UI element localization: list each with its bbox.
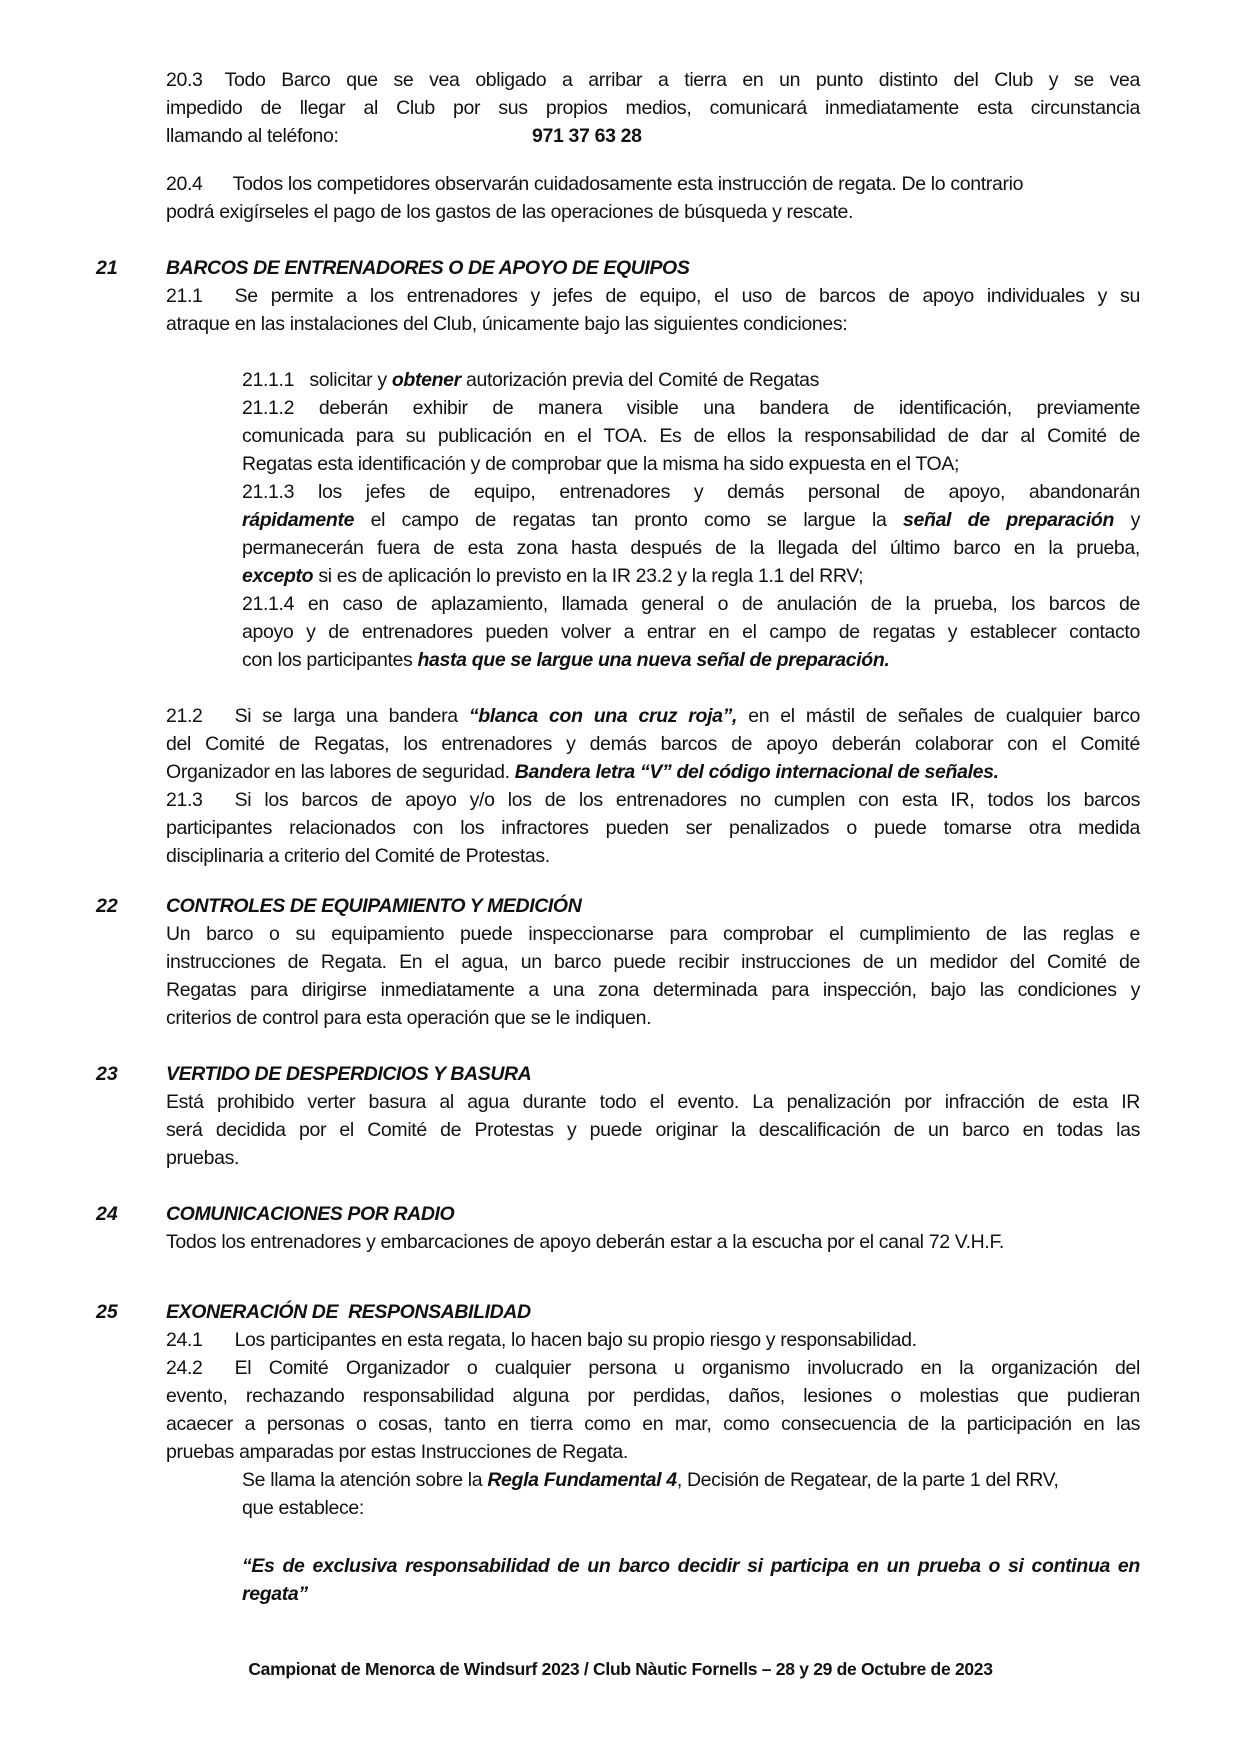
para-number: 21.3 (166, 789, 203, 811)
para-21-2-line-2: del Comité de Regatas, los entrenadores y demás barcos de apoyo deberán colaborar con el Comité (166, 733, 1140, 755)
section-title-21: BARCOS DE ENTRENADORES O DE APOYO DE EQUIPOS (166, 257, 690, 279)
emphasis: excepto (242, 565, 314, 587)
item-21-1-1 (242, 366, 819, 394)
para-text: Todos los competidores observarán cuidadosamente esta instrucción de regata. De lo contrario (232, 173, 1024, 195)
para-number: 20.3 (166, 69, 203, 91)
para-20-4-line-1 (166, 170, 1023, 198)
page-footer: Campionat de Menorca de Windsurf 2023 / Club Nàutic Fornells – 28 y 29 de Octubre de 2023 (248, 1659, 993, 1679)
emphasis: “blanca con una cruz roja”, (468, 705, 738, 727)
para-text: Los participantes en esta regata, lo hacen bajo su propio riesgo y responsabilidad. (234, 1329, 917, 1351)
para-24-2-line-3: acaecer a personas o cosas, tanto en tierra como en mar, como consecuencia de la participación en las (166, 1413, 1140, 1435)
para-23-line-2: será decidida por el Comité de Protestas y puede originar la descalificación de un barco en todas las (166, 1119, 1140, 1141)
item-text: autorización previa del Comité de Regatas (460, 369, 820, 391)
emphasis: señal de preparación (903, 509, 1115, 531)
quote-line-2: regata” (242, 1583, 308, 1605)
item-21-1-3-line-1: 21.1.3 los jefes de equipo, entrenadores y demás personal de apoyo, abandonarán (242, 481, 1140, 503)
para-20-4-line-2: podrá exigírseles el pago de los gastos de las operaciones de búsqueda y rescate. (166, 201, 854, 223)
item-21-1-2-line-1: 21.1.2 deberán exhibir de manera visible una bandera de identificación, previamente (242, 397, 1140, 419)
note-line-2: que establece: (242, 1497, 364, 1519)
para-text: Si los barcos de apoyo y/o los de los entrenadores no cumplen con esta IR, todos los barcos (234, 789, 1140, 811)
para-text: Si se larga una bandera (234, 705, 469, 727)
item-21-1-4-line-3 (242, 646, 889, 674)
item-number: 21.1.1 (242, 369, 295, 391)
item-text: con los participantes (242, 649, 418, 671)
para-number: 21.1 (166, 285, 203, 307)
emphasis: Regla Fundamental 4 (487, 1469, 677, 1491)
item-text: y (1114, 509, 1141, 531)
para-text: Organizador en las labores de seguridad. (166, 761, 515, 783)
item-21-1-3-line-3: permanecerán fuera de esta zona hasta después de la llegada del último barco en la prueba, (242, 537, 1140, 559)
emphasis: hasta que se largue una nueva señal de preparación. (417, 649, 890, 671)
para-number: 20.4 (166, 173, 203, 195)
phone-number: 971 37 63 28 (532, 125, 642, 147)
section-title-23: VERTIDO DE DESPERDICIOS Y BASURA (166, 1063, 532, 1085)
section-number-25: 25 (96, 1301, 118, 1323)
emphasis: Bandera letra “V” del código internacional de señales. (514, 761, 999, 783)
para-number: 24.1 (166, 1329, 203, 1351)
para-text: Todo Barco que se vea obligado a arribar a tierra en un punto distinto del Club y se vea (224, 69, 1140, 91)
para-22-line-1: Un barco o su equipamiento puede inspeccionarse para comprobar el cumplimiento de las reglas e (166, 923, 1140, 945)
note-line-1 (242, 1466, 1059, 1494)
section-title-22: CONTROLES DE EQUIPAMIENTO Y MEDICIÓN (166, 895, 582, 917)
para-24-2-line-2: evento, rechazando responsabilidad alguna por perdidas, daños, lesiones o molestias que pudieran (166, 1385, 1140, 1407)
para-21-1-line-1 (166, 282, 1140, 310)
item-text: si es de aplicación lo previsto en la IR 23.2 y la regla 1.1 del RRV; (313, 565, 864, 587)
section-number-22: 22 (96, 895, 118, 917)
para-23-line-1: Está prohibido verter basura al agua durante todo el evento. La penalización por infracción de esta IR (166, 1091, 1140, 1113)
para-number: 21.2 (166, 705, 203, 727)
para-21-2-line-3 (166, 758, 999, 786)
para-24-2-line-4: pruebas amparadas por estas Instrucciones de Regata. (166, 1441, 628, 1463)
note-text: , Decisión de Regatear, de la parte 1 del RRV, (676, 1469, 1059, 1491)
para-20-3-line-3 (166, 122, 339, 150)
para-text: Se permite a los entrenadores y jefes de equipo, el uso de barcos de apoyo individuales y su (234, 285, 1140, 307)
quote-line-1: “Es de exclusiva responsabilidad de un barco decidir si participa en un prueba o si continua en (242, 1555, 1140, 1577)
para-22-line-4: criterios de control para esta operación que se le indiquen. (166, 1007, 652, 1029)
phone-label: llamando al teléfono: (166, 125, 339, 147)
para-21-3-line-2: participantes relacionados con los infractores pueden ser penalizados o puede tomarse otra medida (166, 817, 1140, 839)
para-20-3-line-2: impedido de llegar al Club por sus propios medios, comunicará inmediatamente esta circunstancia (166, 97, 1140, 119)
item-text: el campo de regatas tan pronto como se largue la (354, 509, 904, 531)
para-number: 24.2 (166, 1357, 203, 1379)
para-21-1-line-2: atraque en las instalaciones del Club, únicamente bajo las siguientes condiciones: (166, 313, 848, 335)
section-number-21: 21 (96, 257, 118, 279)
section-number-24: 24 (96, 1203, 118, 1225)
section-number-23: 23 (96, 1063, 118, 1085)
para-22-line-3: Regatas para dirigirse inmediatamente a una zona determinada para inspección, bajo las condiciones y (166, 979, 1140, 1001)
section-title-25: EXONERACIÓN DE RESPONSABILIDAD (166, 1301, 531, 1323)
para-24-1 (166, 1326, 917, 1354)
para-text: en el mástil de señales de cualquier barco (737, 705, 1140, 727)
item-text: solicitar y (309, 369, 392, 391)
para-21-3-line-1 (166, 786, 1140, 814)
item-21-1-3-line-4 (242, 562, 863, 590)
para-22-line-2: instrucciones de Regata. En el agua, un barco puede recibir instrucciones de un medidor del Comité de (166, 951, 1140, 973)
para-text: El Comité Organizador o cualquier persona u organismo involucrado en la organización del (234, 1357, 1140, 1379)
section-title-24: COMUNICACIONES POR RADIO (166, 1203, 455, 1225)
para-21-2-line-1 (166, 702, 1140, 730)
emphasis: obtener (391, 369, 461, 391)
item-21-1-4-line-2: apoyo y de entrenadores pueden volver a entrar en el campo de regatas y establecer contacto (242, 621, 1140, 643)
item-21-1-2-line-2: comunicada para su publicación en el TOA. Es de ellos la responsabilidad de dar al Comité de (242, 425, 1140, 447)
item-21-1-3-line-2 (242, 506, 1140, 534)
item-21-1-2-line-3: Regatas esta identificación y de comprobar que la misma ha sido expuesta en el TOA; (242, 453, 960, 475)
item-21-1-4-line-1: 21.1.4 en caso de aplazamiento, llamada general o de anulación de la prueba, los barcos de (242, 593, 1140, 615)
emphasis: rápidamente (242, 509, 355, 531)
para-21-3-line-3: disciplinaria a criterio del Comité de Protestas. (166, 845, 550, 867)
para-23-line-3: pruebas. (166, 1147, 240, 1169)
para-24-line-1: Todos los entrenadores y embarcaciones de apoyo deberán estar a la escucha por el canal 72 V.H.F. (166, 1231, 1004, 1253)
para-24-2-line-1 (166, 1354, 1140, 1382)
para-20-3-line-1 (166, 66, 1140, 94)
note-text: Se llama la atención sobre la (242, 1469, 488, 1491)
